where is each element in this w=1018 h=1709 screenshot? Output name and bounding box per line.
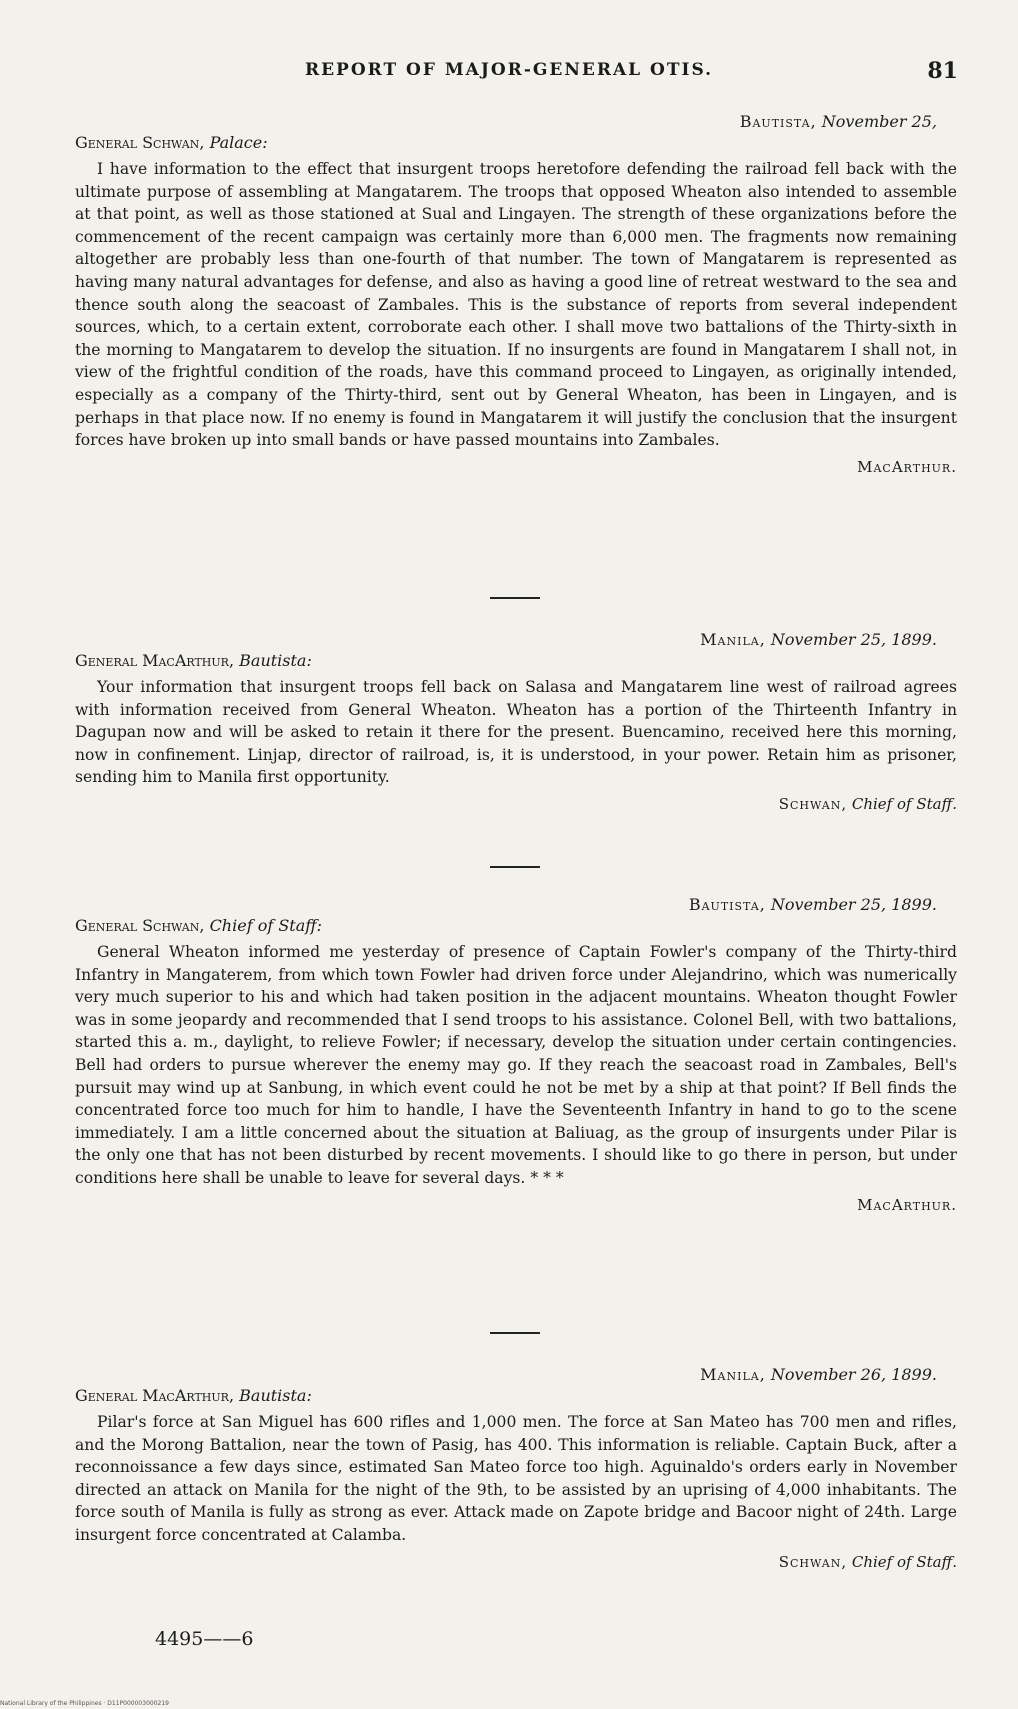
addressee-name: General Schwan, — [75, 133, 205, 152]
addressee — [75, 1386, 957, 1405]
dateline — [75, 895, 957, 914]
dateline-place: Manila, — [700, 1365, 766, 1384]
letter-body: I have information to the effect that insurgent troops heretofore defending the railroad fell back with the ultimate purpose of assembling at Mangatarem. The troops that opposed Wheaton also intended to assemble at that point, as well as those stationed at Sual and Lingayen. The strength of these organizations before the commencement of the recent campaign was certainly more than 6,000 men. The fragments now remaining altogether are probably less than one-fourth of that number. The town of Mangatarem is represented as having many natural advantages for defense, and also as having a good line of retreat westward to the sea and thence south along the seacoast of Zambales. This is the substance of reports from several independent sources, which, to a certain extent, corroborate each other. I shall move two battalions of the Thirty-sixth in the morning to Mangatarem to develop the situation. If no insurgents are found in Mangatarem I shall not, in view of the frightful condition of the roads, have this command proceed to Lingayen, as originally intended, especially as a company of the Thirty-third, sent out by General Wheaton, has been in Lingayen, and is perhaps in that place now. If no enemy is found in Mangatarem it will justify the conclusion that the insurgent forces have broken up into small bands or have passed mountains into Zambales. — [75, 160, 957, 450]
signature — [75, 458, 957, 476]
addressee — [75, 133, 957, 152]
dateline — [75, 1365, 957, 1384]
letter-3 — [75, 895, 957, 1214]
dateline — [75, 112, 957, 131]
running-header — [0, 58, 1018, 88]
page-title: REPORT OF MAJOR-GENERAL OTIS. — [304, 60, 714, 80]
addressee-location: Bautista: — [239, 651, 312, 670]
dateline-place: Manila, — [700, 630, 766, 649]
signature-name: Schwan, — [778, 794, 848, 813]
dateline-place: Bautista, — [739, 112, 817, 131]
page-number: 81 — [927, 58, 958, 84]
letter-body: General Wheaton informed me yesterday of presence of Captain Fowler's company of the Thirty-third Infantry in Mangaterem, from which town Fowler had driven force under Alejandrino, which was numerically very much superior to his and which had taken position in the adjacent mountains. Wheaton thought Fowler was in some jeopardy and recommended that I send troops to his assistance. Colonel Bell, with two battalions, started this a. m., daylight, to relieve Fowler; if necessary, develop the situation under certain contingencies. Bell had orders to pursue wherever the enemy may go. If they reach the seacoast road in Zambales, Bell's pursuit may wind up at Sanbung, in which event could he not be met by a ship at that point? If Bell finds the concentrated force too much for him to handle, I have the Seventeenth Infantry in hand to go to the scene immediately. I am a little concerned about the situation at Baliuag, as the group of insurgents under Pilar is the only one that has not been disturbed by recent movements. I should like to go there in person, but under conditions here shall be unable to leave for several days. * * * — [75, 943, 957, 1187]
addressee-name: General MacArthur, — [75, 1386, 235, 1405]
dateline-date: November 25, — [821, 112, 937, 131]
signature — [75, 1553, 957, 1571]
addressee-location: Bautista: — [239, 1386, 312, 1405]
addressee — [75, 916, 957, 935]
dateline-date: November 26, 1899. — [770, 1365, 937, 1384]
signature-title: Chief of Staff. — [851, 1552, 957, 1571]
signature-name: MacArthur. — [857, 457, 957, 476]
signature-name: Schwan, — [778, 1552, 848, 1571]
letter-body: Your information that insurgent troops fell back on Salasa and Mangatarem line west of railroad agrees with information received from General Wheaton. Wheaton has a portion of the Thirteenth Infantry in Dagupan now and will be asked to retain it there for the present. Buencamino, received here this morning, now in confinement. Linjap, director of railroad, is, it is understood, in your power. Retain him as prisoner, sending him to Manila first opportunity. — [75, 678, 957, 787]
addressee-name: General Schwan, — [75, 916, 205, 935]
signature — [75, 795, 957, 813]
addressee-location: Chief of Staff: — [209, 916, 322, 935]
section-divider — [490, 1332, 540, 1334]
letter-body: Pilar's force at San Miguel has 600 rifles and 1,000 men. The force at San Mateo has 700 men and rifles, and the Morong Battalion, near the town of Pasig, has 400. This information is reliable. Captain Buck, after a reconnoissance a few days since, estimated San Mateo force too high. Aguinaldo's orders early in November directed an attack on Manila for the night of the 9th, to be assisted by an uprising of 4,000 inhabitants. The force south of Manila is fully as strong as ever. Attack made on Zapote bridge and Bacoor night of 24th. Large insurgent force concentrated at Calamba. — [75, 1413, 957, 1544]
section-divider — [490, 597, 540, 599]
addressee — [75, 651, 957, 670]
dateline-date: November 25, 1899. — [770, 895, 937, 914]
letter-4 — [75, 1365, 957, 1571]
signature-title: Chief of Staff. — [851, 794, 957, 813]
addressee-name: General MacArthur, — [75, 651, 235, 670]
scan-credit: National Library of the Philippines · D11P000003000219 — [0, 1700, 169, 1707]
signature-mark: 4495——6 — [155, 1628, 254, 1650]
dateline — [75, 630, 957, 649]
addressee-location: Palace: — [209, 133, 268, 152]
letter-2 — [75, 630, 957, 813]
dateline-place: Bautista, — [688, 895, 766, 914]
signature — [75, 1196, 957, 1214]
letter-1 — [75, 112, 957, 476]
signature-name: MacArthur. — [857, 1195, 957, 1214]
dateline-date: November 25, 1899. — [770, 630, 937, 649]
section-divider — [490, 866, 540, 868]
